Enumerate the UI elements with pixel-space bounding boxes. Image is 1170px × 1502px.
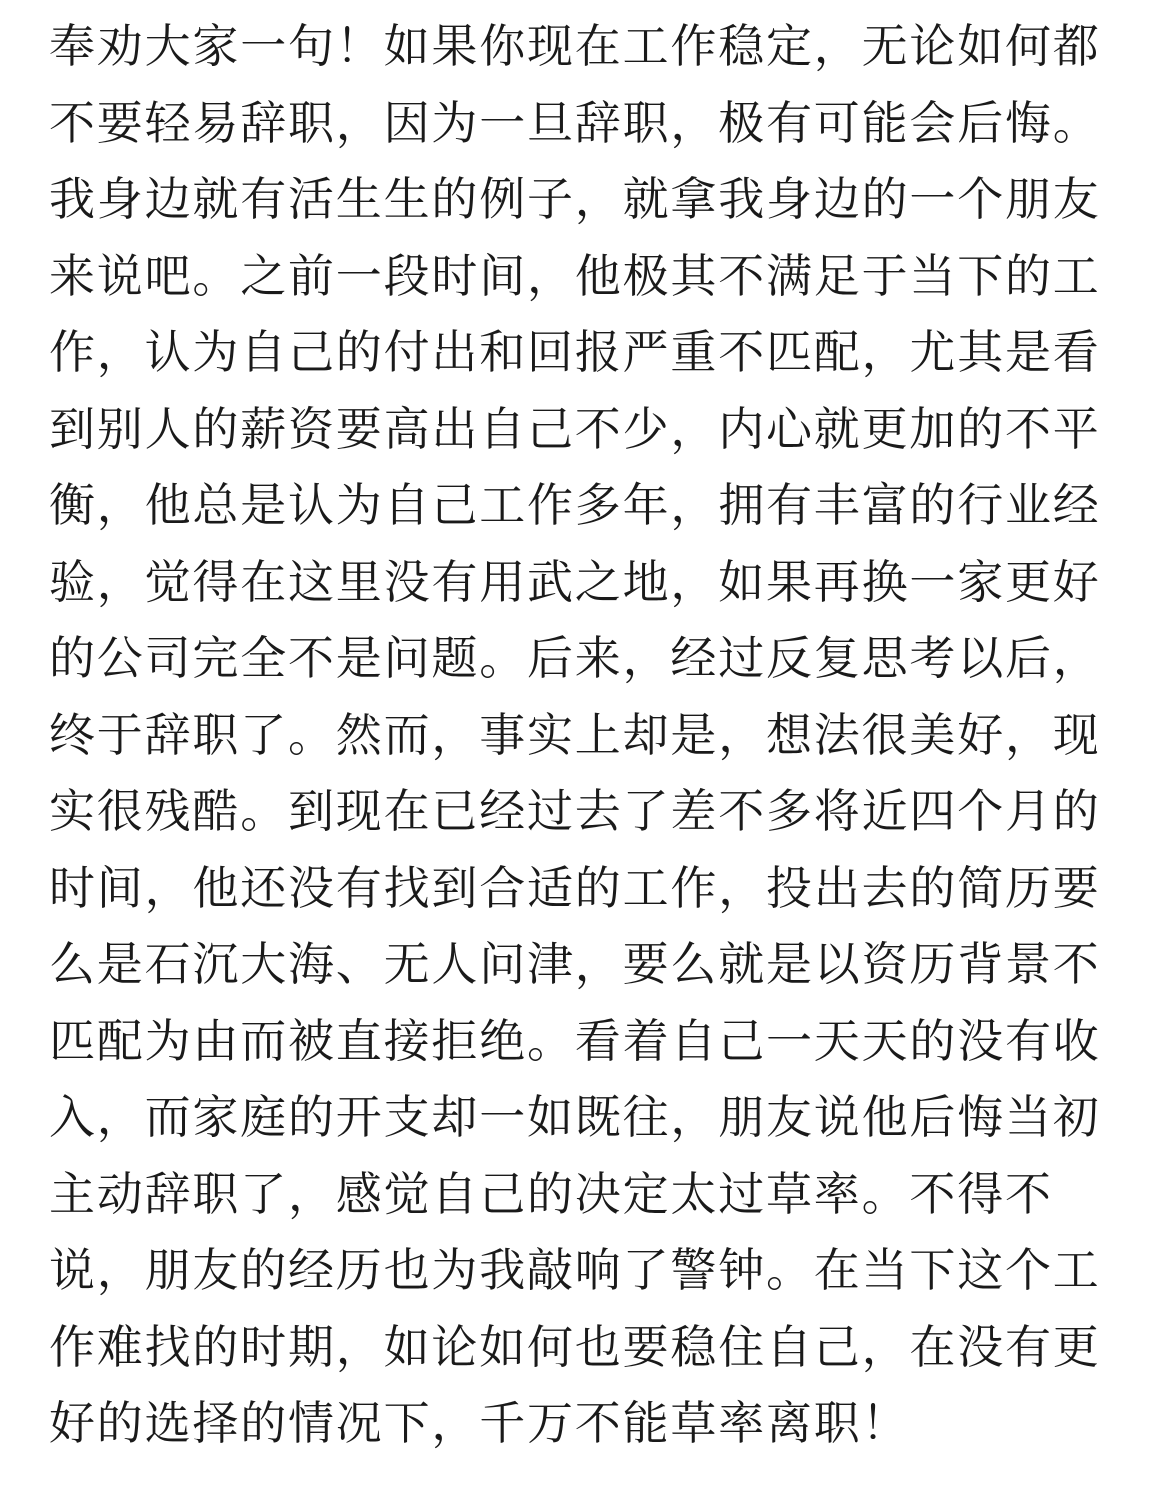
article-line: 入，而家庭的开支却一如既往，朋友说他后悔当初 xyxy=(49,1090,1101,1144)
article-line: 不要轻易辞职，因为一旦辞职，极有可能会后悔。 xyxy=(49,95,1101,150)
article-line: 到别人的薪资要高出自己不少，内心就更加的不平 xyxy=(49,401,1101,456)
article-line: 我身边就有活生生的例子，就拿我身边的一个朋友 xyxy=(49,172,1101,226)
article-line: 终于辞职了。然而，事实上却是，想法很美好，现 xyxy=(49,707,1101,762)
article-line: 么是石沉大海、无人问津，要么就是以资历背景不 xyxy=(49,937,1101,991)
article-line: 的公司完全不是问题。后来，经过反复思考以后， xyxy=(49,631,1101,685)
article-line: 匹配为由而被直接拒绝。看着自己一天天的没有收 xyxy=(49,1013,1101,1068)
article-line: 好的选择的情况下，千万不能草率离职！ xyxy=(49,1396,910,1450)
article-body xyxy=(49,8,1129,1462)
article-line: 来说吧。之前一段时间，他极其不满足于当下的工 xyxy=(49,248,1101,303)
article-line: 说，朋友的经历也为我敲响了警钟。在当下这个工 xyxy=(49,1243,1101,1297)
article-line: 验，觉得在这里没有用武之地，如果再换一家更好 xyxy=(49,554,1101,609)
article-line: 实很残酷。到现在已经过去了差不多将近四个月的 xyxy=(49,784,1101,838)
article-line: 作，认为自己的付出和回报严重不匹配，尤其是看 xyxy=(49,325,1101,379)
article-line: 作难找的时期，如论如何也要稳住自己，在没有更 xyxy=(49,1319,1101,1374)
article-line: 主动辞职了，感觉自己的决定太过草率。不得不 xyxy=(49,1166,1053,1221)
article-line: 奉劝大家一句！如果你现在工作稳定，无论如何都 xyxy=(49,19,1101,73)
article-line: 衡，他总是认为自己工作多年，拥有丰富的行业经 xyxy=(49,478,1101,532)
article-line: 时间，他还没有找到合适的工作，投出去的简历要 xyxy=(49,860,1101,915)
